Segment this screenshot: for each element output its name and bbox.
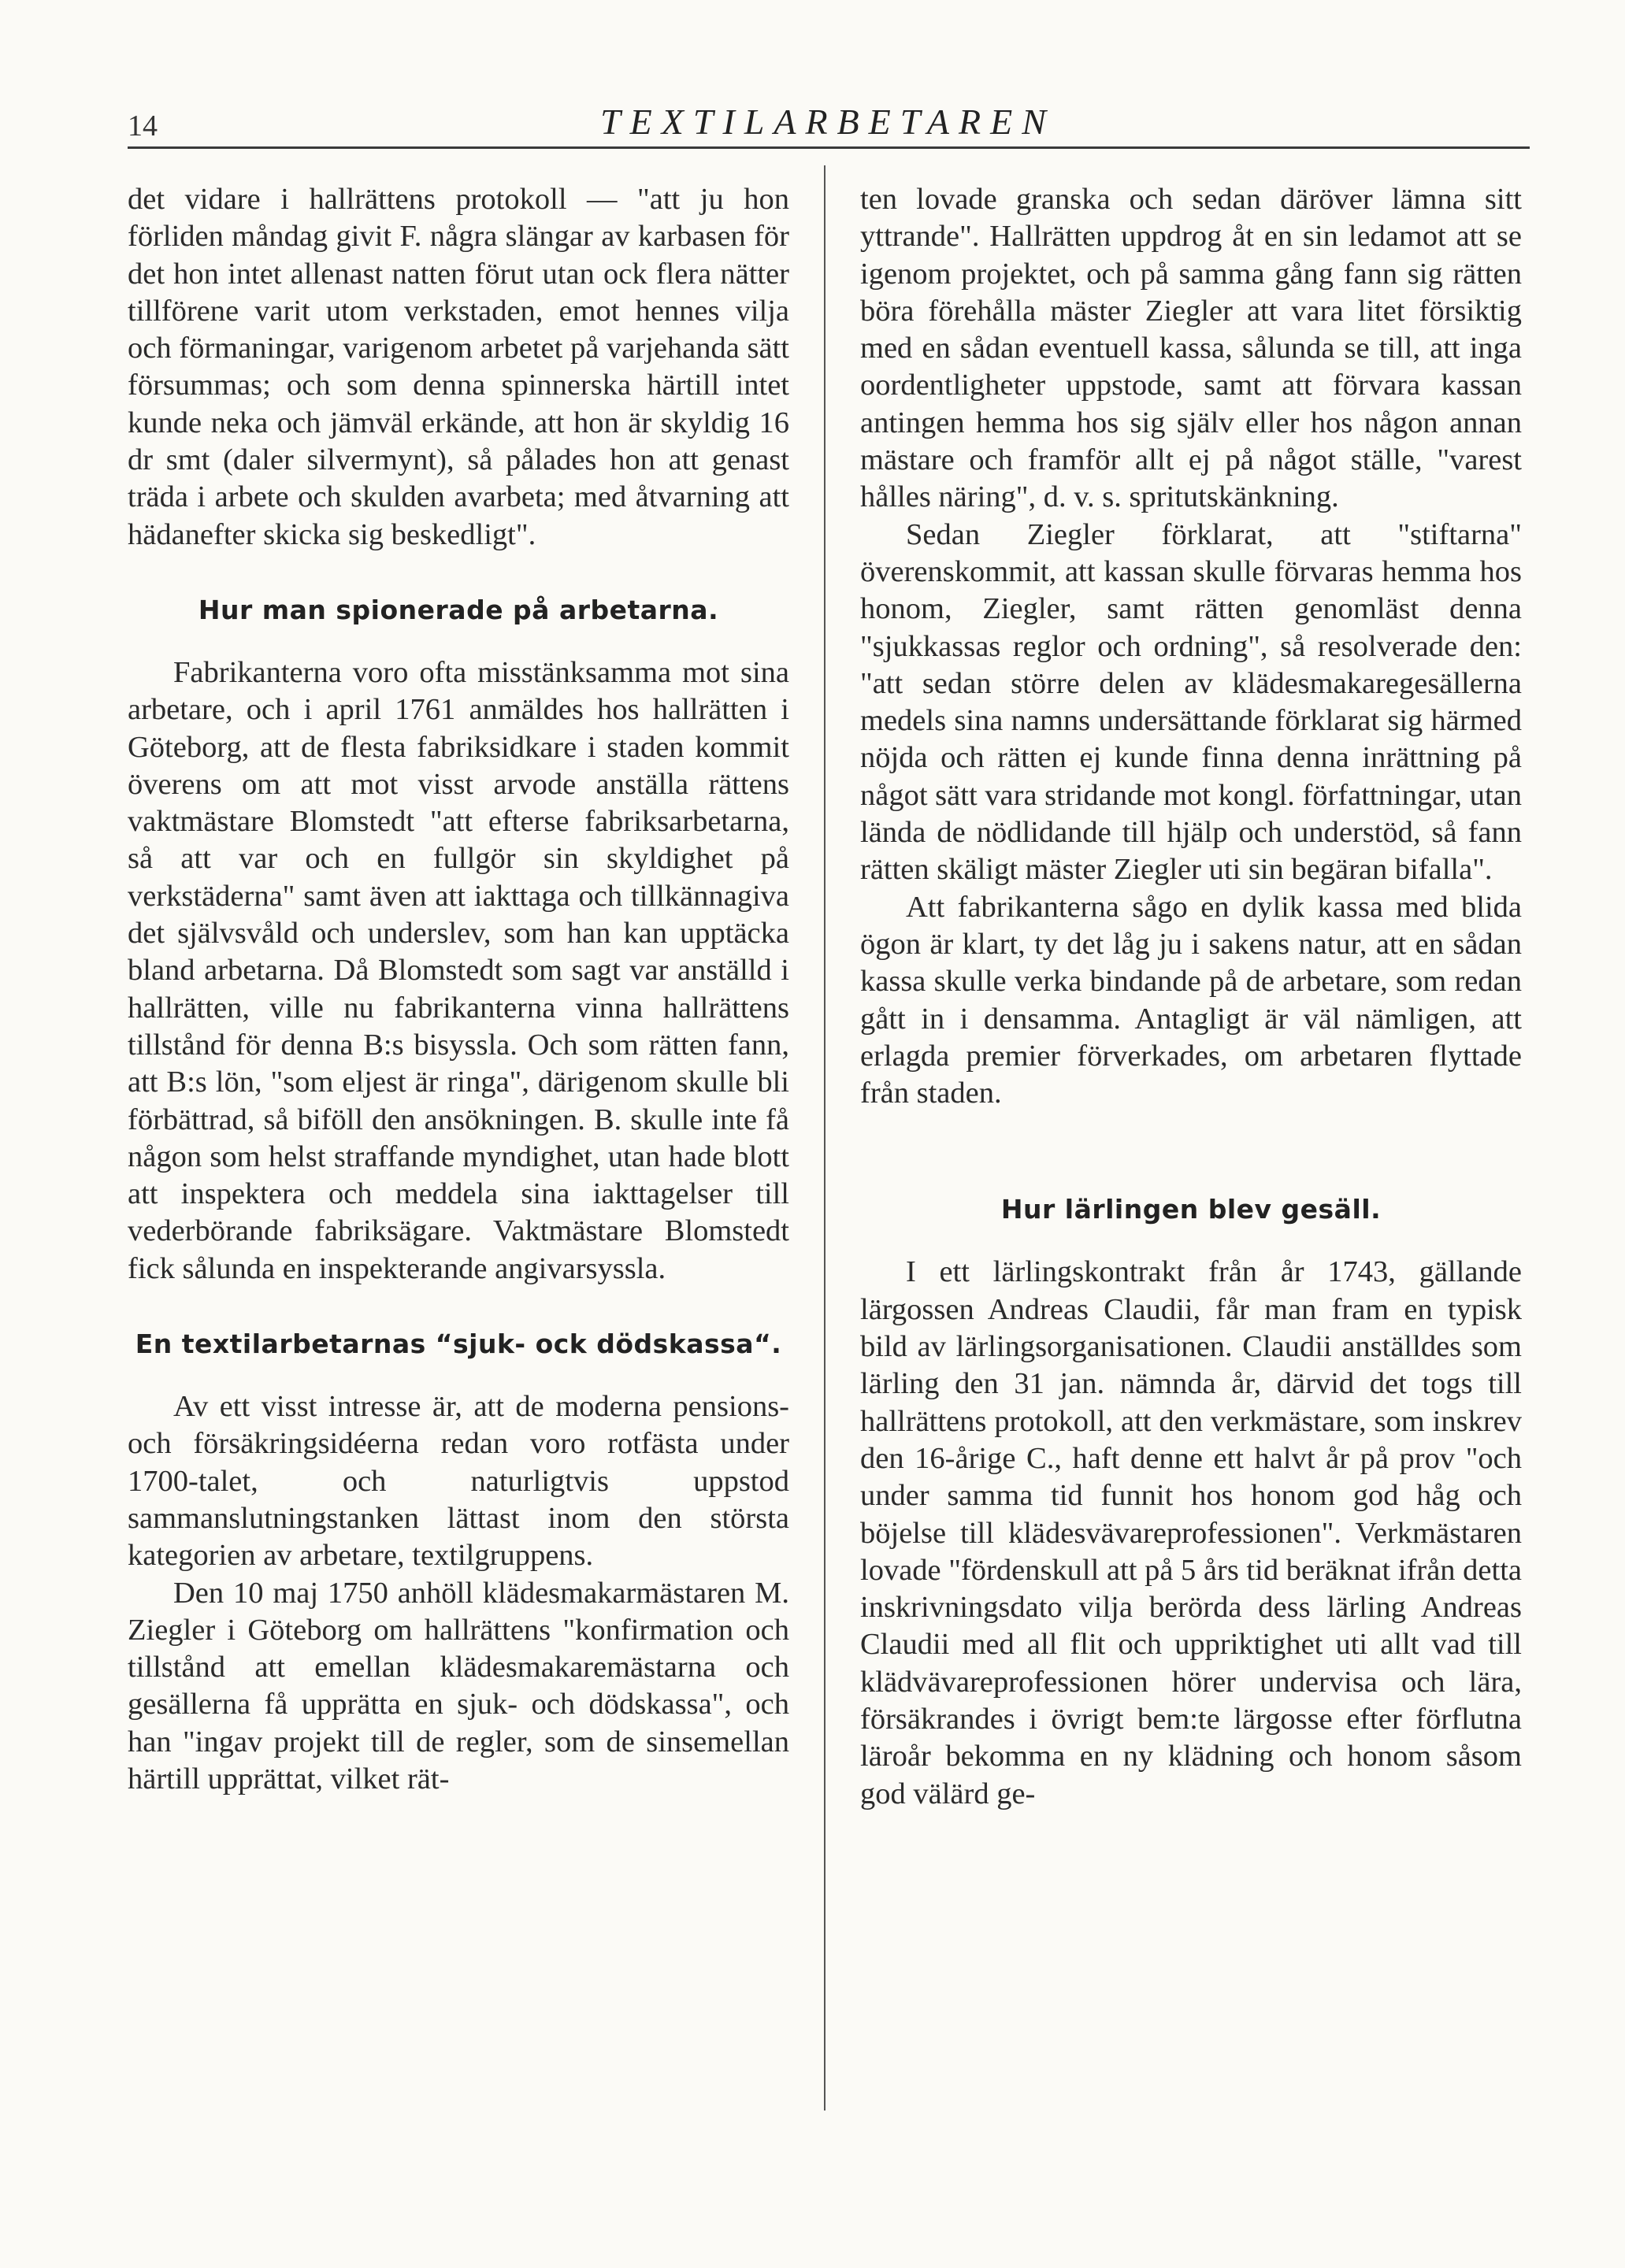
paragraph: det vidare i hallrättens protokoll — "att ju hon förliden måndag givit F. några slängar av karbasen för det hon intet allenast natten förut utan ock flera nätter tillförene varit utom verkstaden, emot hennes vilja och förmaningar, varigenom arbetet på varjehanda sätt försummas; och som denna spinnerska härtill intet kunde neka och jämväl erkände, att hon är skyldig 16 dr smt (daler silvermynt), så pålades hon att genast träda i arbete och skulden avarbeta; med åtvarning att hädanefter skicka sig beskedligt". (128, 183, 789, 551)
header-rule (128, 146, 1530, 149)
paragraph: I ett lärlingskontrakt från år 1743, gällande lärgossen Andreas Claudii, får man fram en typisk bild av lärlingsorganisationen. Claudii anställdes som lärling den 31 jan. nämnda år, därvid det togs till hallrättens protokoll, att den verkmästare, som inskrev den 16-årige C., haft denne ett halvt år på prov "och under samma tid funnit hos honom god håg och böjelse till klädesvävareprofessionen". Verkmästaren lovade "fördenskull att på 5 års tid beräknat ifrån detta inskrivningsdato vilja berörda dess lärling Andreas Claudii med all flit och uppriktighet uti allt vad till klädvävareprofessionen hörer undervisa och lära, försäkrandes i övrigt bem:te lärgosse efter förflutna läroår bekomma en ny klädning och honom såsom god välärd ge- (860, 1255, 1522, 1810)
paragraph: Av ett visst intresse är, att de moderna pensions- och försäkringsidéerna redan voro rotfästa under 1700-talet, och naturligtvis uppstod sammanslutningstanken lättast inom den största kategorien av arbetare, textilgruppens. (128, 1390, 789, 1573)
paragraph: Sedan Ziegler förklarat, att "stiftarna" överenskommit, att kassan skulle förvaras hemma hos honom, Ziegler, samt rätten genomläst denna "sjukkassas reglor och ordning", så resolverade den: "att sedan större delen av klädesmakaregesällerna medels sina namns undersättande förklarat sig härmed nöjda och rätten ej kunde finna denna inrättning på något sätt vara stridande mot kongl. författningar, utan lända de nödlidande till hjälp och understöd, så fann rätten skäligt mäster Ziegler uti sin begäran bifalla". (860, 517, 1522, 887)
page-number: 14 (128, 109, 158, 143)
section-heading: Hur man spionerade på arbetarna. (198, 594, 719, 625)
paragraph: ten lovade granska och sedan däröver lämna sitt yttrande". Hallrätten uppdrog åt en sin ledamot att se igenom projektet, och på samma gång fann sig rätten böra förehålla mäster Ziegler att vara litet försiktig med en sådan eventuell kassa, sålunda se till, att inga oordentligheter uppstode, samt att förvara kassan antingen hemma hos sig själv eller hos någon annan mästare och framför allt ej på något ställe, "varest hålles näring", d. v. s. spritutskänkning. (860, 183, 1522, 514)
paragraph: Fabrikanterna voro ofta misstänksamma mot sina arbetare, och i april 1761 anmäldes hos hallrätten i Göteborg, att de flesta fabriksidkare i staden kommit överens om att mot visst arvode anställa rättens vaktmästare Blomstedt "att efterse fabriksarbetarna, så att var och en fullgör sin skyldighet på verkstäderna" samt även att iakttaga och tillkännagiva det självsvåld och underslev, som han kan upptäcka bland arbetarna. Då Blomstedt som sagt var anställd i hallrätten, ville nu fabrikanterna vinna hallrättens tillstånd för denna B:s bisyssla. Och som rätten fann, att B:s lön, "som eljest är ringa", därigenom skulle bli förbättrad, så biföll den ansökningen. B. skulle inte få någon som helst straffande myndighet, utan hade blott att inspektera och meddela sina iakttagelser till vederbörande fabriksägare. Vaktmästare Blomstedt fick sålunda en inspekterande angivarsyssla. (128, 655, 789, 1285)
paragraph: Att fabrikanterna sågo en dylik kassa med blida ögon är klart, ty det låg ju i sakens natur, att en sådan kassa skulle verka bindande på de arbetare, som redan gått in i densamma. Antagligt är väl nämligen, att erlagda premier förverkades, om arbetaren flyttade från staden. (860, 890, 1522, 1110)
column-divider (824, 165, 825, 2110)
journal-title: TEXTILARBETAREN (600, 102, 1056, 142)
section-heading: Hur lärlingen blev gesäll. (1000, 1194, 1382, 1225)
paragraph: Den 10 maj 1750 anhöll klädesmakarmästaren M. Ziegler i Göteborg om hallrättens "konfirmation och tillstånd att emellan klädesmakaremästarna och gesällerna få upprätta en sjuk- och dödskassa", och han "ingav projekt till de regler, som de sinsemellan härtill upprättat, vilket rät- (128, 1576, 789, 1796)
left-column (128, 181, 789, 1798)
section-heading: En textilarbetarnas “sjuk- ock dödskassa“. (135, 1329, 782, 1360)
right-column (860, 181, 1522, 1813)
